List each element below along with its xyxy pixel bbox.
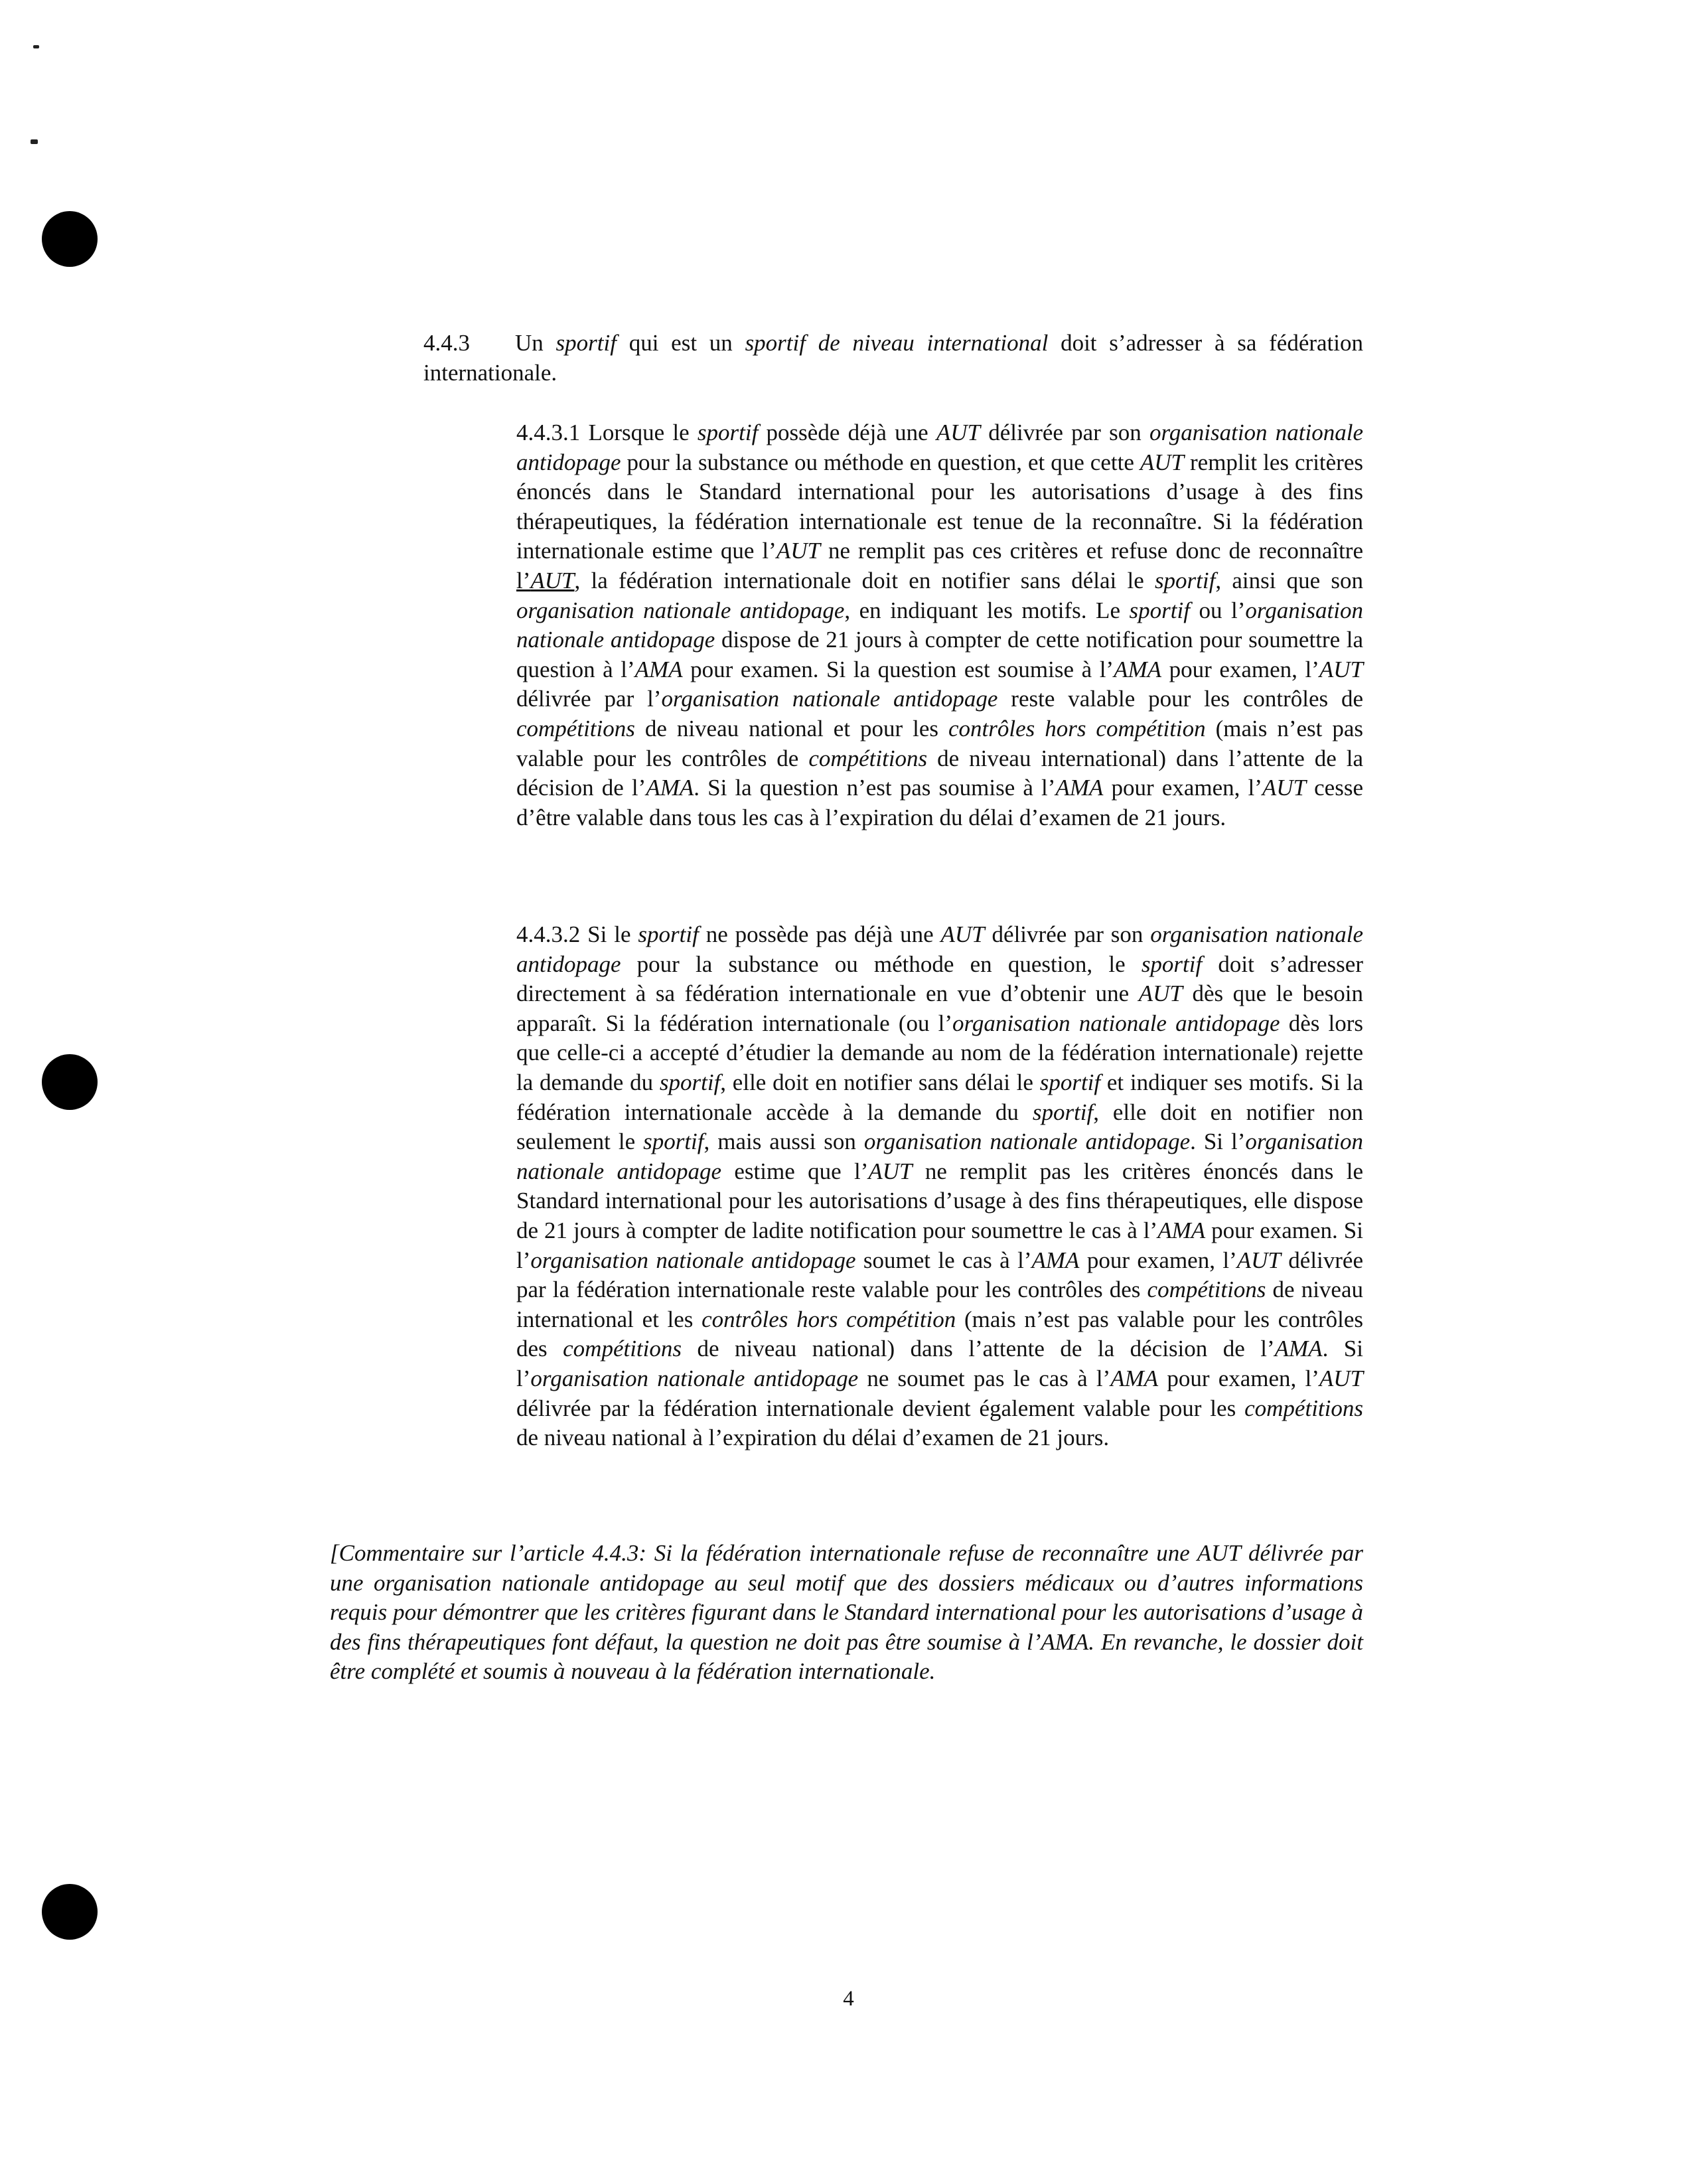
page-number: 4 xyxy=(843,1987,854,2011)
section-4-4-3-1: 4.4.3.1 Lorsque le sportif possède déjà une AUT délivrée par son organisation nationale antidopage pour la substance ou méthode en question, et que cette AUT remplit les critères énoncés dans le Standard international pour les autorisations d’usage à des fins thérapeutiques, la fédération internationale est tenue de la reconnaître. Si la fédération internationale estime que l’AUT ne remplit pas ces critères et refuse donc de reconnaître l’AUT, la fédération internationale doit en notifier sans délai le sportif, ainsi que son organisation nationale antidopage, en indiquant les motifs. Le sportif ou l’organisation nationale antidopage dispose de 21 jours à compter de cette notification pour soumettre la question à l’AMA pour examen. Si la question est soumise à l’AMA pour examen, l’AUT délivrée par l’organisation nationale antidopage reste valable pour les contrôles de compétitions de niveau national et pour les contrôles hors compétition (mais n’est pas valable pour les contrôles de compétitions de niveau international) dans l’attente de la décision de l’AMA. Si la question n’est pas soumise à l’AMA pour examen, l’AUT cesse d’être valable dans tous les cas à l’expiration du délai d’examen de 21 jours. xyxy=(516,420,1364,830)
section-number: 4.4.3 xyxy=(423,330,470,356)
section-4-4-3: 4.4.3 Un sportif qui est un sportif de niveau international doit s’adresser à sa fédération internationale. xyxy=(423,330,1363,386)
scan-speck xyxy=(33,45,39,48)
binder-hole-bottom xyxy=(42,1884,98,1940)
binder-hole-top xyxy=(42,211,98,267)
scan-speck xyxy=(31,139,38,144)
underlined-aut: l’AUT, xyxy=(516,567,581,593)
section-4-4-3-2: 4.4.3.2 Si le sportif ne possède pas déjà une AUT délivrée par son organisation nationale antidopage pour la substance ou méthode en question, le sportif doit s’adresser directement à sa fédération internationale en vue d’obtenir une AUT dès que le besoin apparaît. Si la fédération internationale (ou l’organisation nationale antidopage dès lors que celle-ci a accepté d’étudier la demande au nom de la fédération internationale) rejette la demande du sportif, elle doit en notifier sans délai le sportif et indiquer ses motifs. Si la fédération internationale accède à la demande du sportif, elle doit en notifier non seulement le sportif, mais aussi son organisation nationale antidopage. Si l’organisation nationale antidopage estime que l’AUT ne remplit pas les critères énoncés dans le Standard international pour les autorisations d’usage à des fins thérapeutiques, elle dispose de 21 jours à compter de ladite notification pour soumettre le cas à l’AMA pour examen. Si l’organisation nationale antidopage soumet le cas à l’AMA pour examen, l’AUT délivrée par la fédération internationale reste valable pour les contrôles des compétitions de niveau international et les contrôles hors compétition (mais n’est pas valable pour les contrôles des compétitions de niveau national) dans l’attente de la décision de l’AMA. Si l’organisation nationale antidopage ne soumet pas le cas à l’AMA pour examen, l’AUT délivrée par la fédération internationale devient également valable pour les compétitions de niveau national à l’expiration du délai d’examen de 21 jours. xyxy=(516,921,1364,1451)
section-number: 4.4.3.1 xyxy=(516,420,581,445)
commentary-4-4-3: [Commentaire sur l’article 4.4.3: Si la fédération internationale refuse de reconnaître une AUT délivrée par une organisation nationale antidopage au seul motif que des dossiers médicaux ou d’autres informations requis pour démontrer que les critères figurant dans le Standard international pour les autorisations d’usage à des fins thérapeutiques font défaut, la question ne doit pas être soumise à l’AMA. En revanche, le dossier doit être complété et soumis à nouveau à la fédération internationale. xyxy=(330,1540,1363,1685)
section-number: 4.4.3.2 xyxy=(516,921,581,947)
binder-hole-middle xyxy=(42,1054,98,1110)
